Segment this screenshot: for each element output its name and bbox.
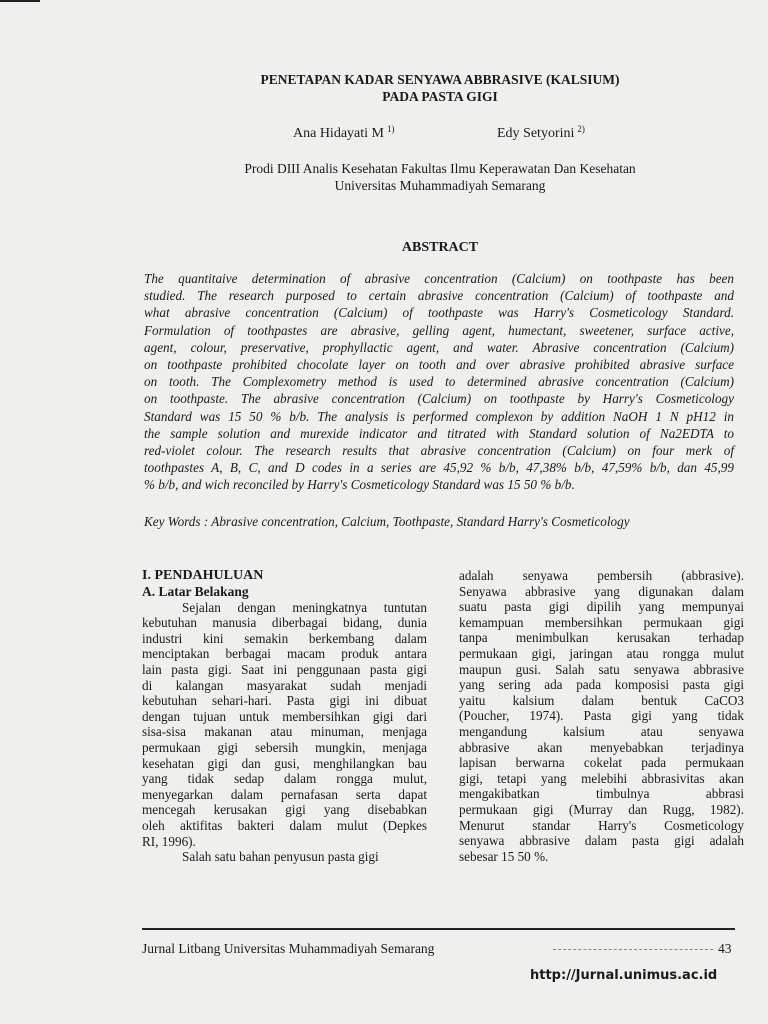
left-column-line: menyegarkan dalam pernafasan serta dapat (142, 786, 427, 802)
left-column-line: menciptakan berbagai macam produk antara (142, 646, 427, 662)
author-2-name: Edy Setyorini (497, 126, 575, 141)
left-column-line: lain pasta gigi. Saat ini penggunaan pasta gigi (142, 661, 427, 677)
abstract-line: The quantitaive determination of abrasive concentration (Calcium) on toothpaste has been (144, 271, 734, 286)
author-1 (293, 124, 394, 142)
keywords: Key Words : Abrasive concentration, Calcium, Toothpaste, Standard Harry's Cosmeticology (144, 514, 630, 529)
footer-journal-name: Jurnal Litbang Universitas Muhammadiyah Semarang (142, 941, 435, 956)
footer-dash-line (553, 949, 713, 950)
affiliation-line-1: Prodi DIII Analis Kesehatan Fakultas Ilmu Keperawatan Dan Kesehatan (244, 161, 636, 176)
left-column-line: mencegah kerusakan gigi yang disebabkan (142, 802, 427, 818)
right-column-line: senyawa abbrasive dalam pasta gigi adalah (459, 833, 744, 849)
author-2 (497, 124, 585, 142)
left-column-line: kebutuhan manusia diberbagai bidang, dunia (142, 615, 427, 631)
author-1-name: Ana Hidayati M (293, 126, 384, 141)
right-column-line: yaitu kalsium dalam bentuk CaCO3 (459, 692, 744, 708)
abstract-line: agent, colour, preservative, prophyllactic agent, and water. Abrasive concentration (Calcium) (144, 339, 734, 355)
paper-title-line-1: PENETAPAN KADAR SENYAWA ABBRASIVE (KALSIUM) (260, 72, 620, 87)
right-column-line: lapisan berwarna cokelat pada permukaan (459, 755, 744, 771)
affiliation-line-2: Universitas Muhammadiyah Semarang (334, 178, 546, 193)
left-column-line: di kalangan masyarakat sudah menjadi (142, 677, 427, 693)
author-2-affiliation-mark: 2) (577, 124, 585, 134)
right-column-line: Senyawa abbrasive yang digunakan dalam (459, 583, 744, 599)
right-column-line: Menurut standar Harry's Cosmeticology (459, 817, 744, 833)
left-column-line: kebutuhan sehari-hari. Pasta gigi ini dibuat (142, 693, 427, 709)
footer-rule (142, 928, 735, 930)
left-column-line: Sejalan dengan meningkatnya tuntutan (182, 599, 427, 615)
right-column-line: maupun gusi. Salah satu senyawa abbrasive (459, 661, 744, 677)
section-heading: I. PENDAHULUAN (142, 568, 264, 583)
intro-left-column (142, 568, 427, 865)
left-column-line: RI, 1996). (142, 833, 196, 849)
right-column-line: mengakibatkan timbulnya abbrasi (459, 786, 744, 802)
left-column-body (142, 600, 427, 865)
scan-corner-mark (0, 0, 40, 2)
left-column-line: oleh aktifitas bakteri dalam mulut (Depkes (142, 817, 427, 833)
abstract-line: on tooth. The Complexometry method is used to determined abrasive concentration (Calcium) (144, 374, 734, 390)
right-column-line: permukaan gigi (Murray dan Rugg, 1982). (459, 801, 744, 817)
right-column-body (459, 568, 744, 864)
left-column-line: industri kini semakin berkembang dalam (142, 630, 427, 646)
right-column-line: yang sering ada pada komposisi pasta gigi (459, 677, 744, 693)
abstract-line: toothpastes A, B, C, and D codes in a series are 45,92 % b/b, 47,38% b/b, 47,59% b/b, dan 45,99 (144, 460, 734, 476)
paper-title-line-2: PADA PASTA GIGI (382, 89, 498, 104)
page-number: 43 (718, 941, 732, 956)
abstract-line: what abrasive concentration (Calcium) of toothpaste was Harry's Cosmeticology Standard. (144, 305, 734, 321)
abstract-line: Formulation of toothpastes are abrasive, gelling agent, humectant, sweetener, surface active, (144, 322, 734, 338)
right-column-line: sebesar 15 50 %. (459, 848, 549, 864)
abstract-heading: ABSTRACT (401, 240, 479, 255)
author-1-affiliation-mark: 1) (386, 124, 395, 134)
left-column-line: yang tidak sedap dalam rongga mulut, (142, 771, 427, 787)
footer-url: http://Jurnal.unimus.ac.id (530, 968, 718, 983)
abstract-body (144, 270, 734, 494)
abstract-line: the sample solution and murexide indicator and titrated with Standard solution of Na2EDTA to (144, 425, 734, 441)
abstract-line: Standard was 15 50 % b/b. The analysis is performed complexon by addition NaOH 1 N pH12 in (144, 408, 734, 424)
left-column-line: permukaan gigi sebersih mungkin, menjaga (142, 739, 427, 755)
abstract-line: red-violet colour. The research results that abrasive concentration (Calcium) on four merk of (144, 443, 734, 459)
right-column-line: (Poucher, 1974). Pasta gigi yang tidak (459, 708, 744, 724)
subsection-heading: A. Latar Belakang (142, 584, 249, 599)
right-column-line: kemampuan membersihkan permukaan gigi (459, 614, 744, 630)
right-column-line: tanpa menimbulkan kerusakan terhadap (459, 630, 744, 646)
right-column-line: mengandung kalsium atau senyawa (459, 723, 744, 739)
left-column-line: sisa-sisa makanan atau minuman, menjaga (142, 724, 427, 740)
right-column-line: suatu pasta gigi dipilih yang mempunyai (459, 599, 744, 615)
right-column-line: gigi, tetapi yang melebihi abbrasivitas akan (459, 770, 744, 786)
abstract-line: studied. The research purposed to certain abrasive concentration (Calcium) of toothpaste and (144, 288, 734, 304)
intro-right-column (459, 568, 744, 864)
right-column-line: abbrasive akan menyebabkan terjadinya (459, 739, 744, 755)
right-column-line: adalah senyawa pembersih (abbrasive). (459, 568, 744, 583)
abstract-line: on toothpaste. The abrasive concentration (Calcium) on toothpaste by Harry's Cosmeticology (144, 391, 734, 407)
left-column-line: kesehatan gigi dan gusi, menghilangkan bau (142, 755, 427, 771)
abstract-line: % b/b, and wich reconciled by Harry's Cosmeticology Standard was 15 50 % b/b. (144, 477, 575, 493)
left-column-line: dengan tujuan untuk membersihkan gigi dari (142, 708, 427, 724)
right-column-line: permukaan gigi, jaringan atau rongga mulut (459, 645, 744, 661)
left-column-line: Salah satu bahan penyusun pasta gigi (182, 849, 379, 865)
abstract-line: on toothpaste prohibited chocolate layer on tooth and over abrasive prohibited abrasive surface (144, 357, 734, 373)
